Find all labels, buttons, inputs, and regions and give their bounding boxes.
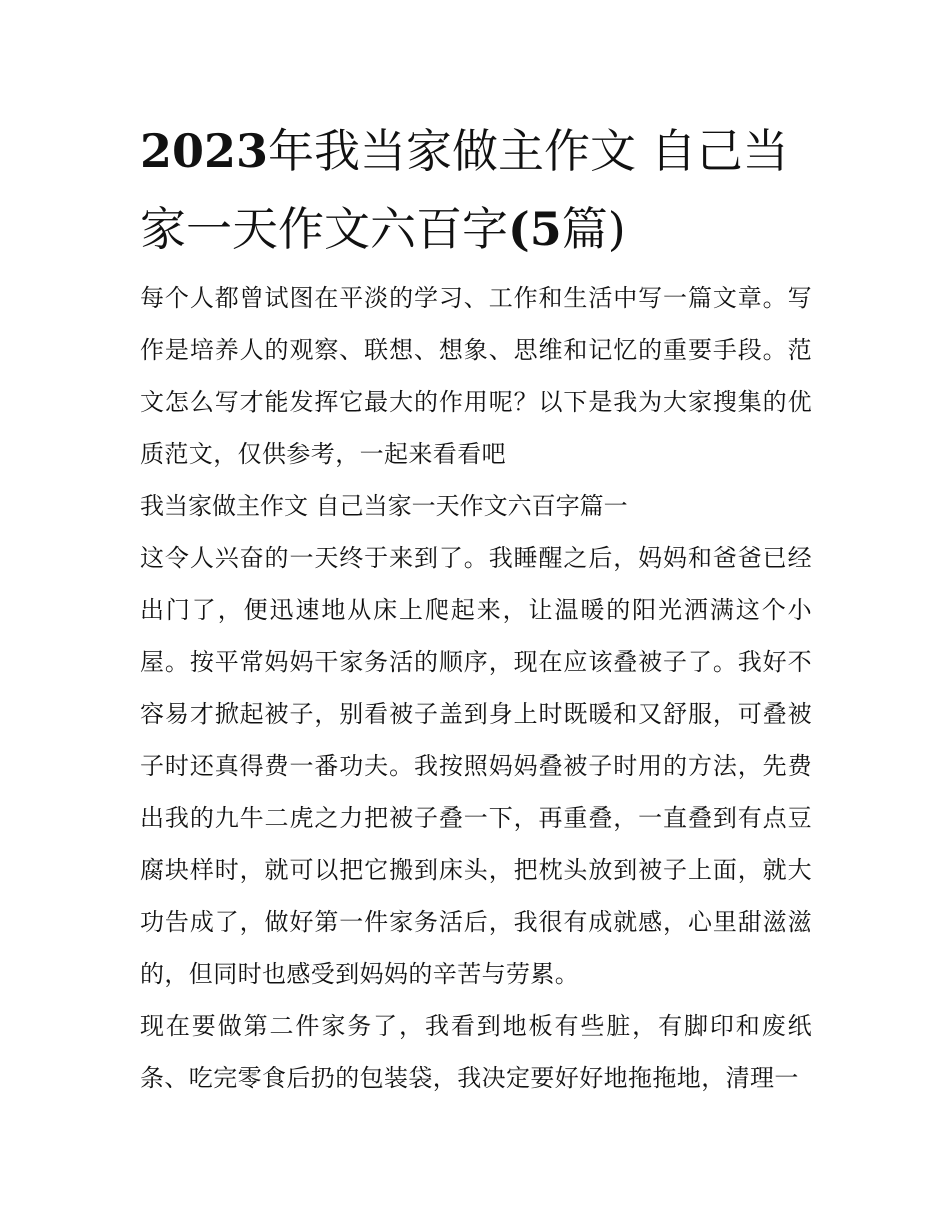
document-page — [140, 112, 812, 1104]
body-paragraph-2: 现在要做第二件家务了，我看到地板有些脏，有脚印和废纸条、吃完零食后扔的包装袋，我决定要好好地拖拖地，清理一 — [140, 1012, 812, 1092]
document-title — [140, 112, 812, 268]
title-end: 篇) — [561, 202, 626, 256]
body-paragraph-1: 这令人兴奋的一天终于来到了。我睡醒之后，妈妈和爸爸已经出门了，便迅速地从床上爬起来，让温暖的阳光洒满这个小屋。按平常妈妈干家务活的顺序，现在应该叠被子了。我好不容易才掀起被子，别看被子盖到身上时既暖和又舒服，可叠被子时还真得费一番功夫。我按照妈妈叠被子时用的方法，先费出我的九牛二虎之力把被子叠一下，再重叠，一直叠到有点豆腐块样时，就可以把它搬到床头，把枕头放到被子上面，就大功告成了，做好第一件家务活后，我很有成就感，心里甜滋滋的，但同时也感受到妈妈的辛苦与劳累。 — [140, 544, 812, 988]
section-heading: 我当家做主作文 自己当家一天作文六百字篇一 — [140, 492, 628, 520]
title-count: (5 — [508, 202, 562, 256]
title-text: 年我当家做主作文 自己当家一天作文六百字 — [140, 124, 789, 256]
intro-paragraph: 每个人都曾试图在平淡的学习、工作和生活中写一篇文章。写作是培养人的观察、联想、想象、思维和记忆的重要手段。范文怎么写才能发挥它最大的作用呢？以下是我为大家搜集的优质范文，仅供参考，一起来看看吧 — [140, 284, 812, 468]
title-year: 2023 — [140, 124, 269, 178]
